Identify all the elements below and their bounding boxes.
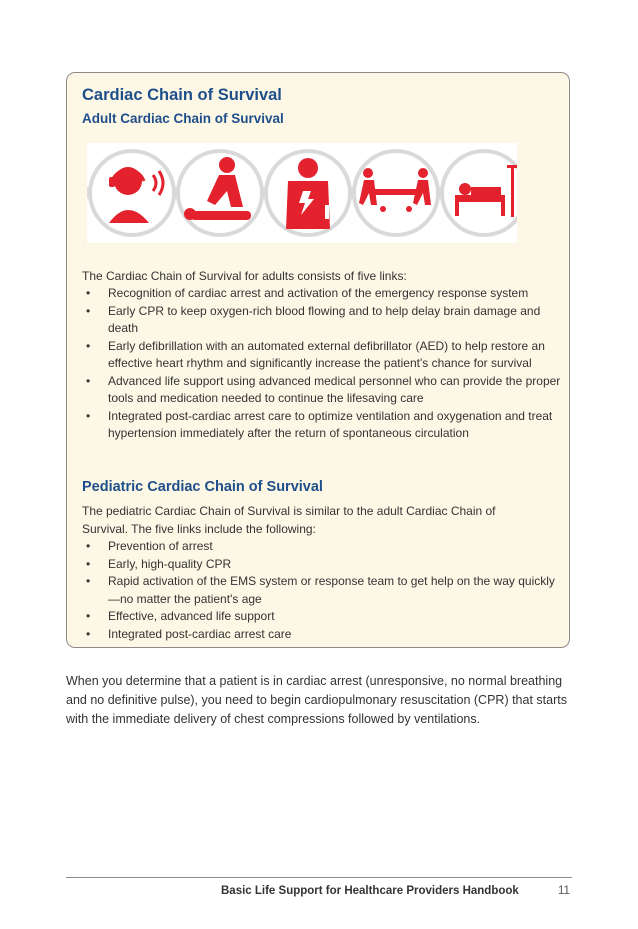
adult-chain-list — [82, 285, 562, 443]
list-item: • Prevention of arrest — [86, 539, 213, 553]
pediatric-chain-heading: Pediatric Cardiac Chain of Survival — [82, 479, 323, 495]
list-item: • Rapid activation of the EMS system or response team to get help on the way quickly—no matter the patient's age — [86, 574, 555, 606]
pediatric-chain-intro: The pediatric Cardiac Chain of Survival is similar to the adult Cardiac Chain of Survival. The five links include the following: — [82, 504, 496, 536]
cpr-paragraph: When you determine that a patient is in cardiac arrest (unresponsive, no normal breathing and no definitive pulse), you need to begin cardiopulmonary resuscitation (CPR) that starts with the immediate delivery of chest compressions followed by ventilations. — [66, 674, 567, 726]
list-item: • Effective, advanced life support — [86, 609, 275, 623]
list-item: • Integrated post-cardiac arrest care to optimize ventilation and oxygenation and treat hypertension immediately after the return of spontaneous circulation — [86, 408, 553, 440]
list-item: • Integrated post-cardiac arrest care — [86, 626, 292, 641]
list-item: • Advanced life support using advanced medical personnel who can provide the proper tools and medication needed to continue the lifesaving care — [86, 373, 561, 405]
footer-divider — [66, 877, 572, 878]
chain-of-survival-graphic — [87, 143, 517, 243]
headset-dispatcher-icon — [88, 149, 176, 237]
list-item: • Early CPR to keep oxygen-rich blood flowing and to help delay brain damage and death — [86, 303, 541, 335]
chain-of-survival-box — [66, 72, 570, 648]
adult-chain-heading: Adult Cardiac Chain of Survival — [82, 111, 284, 126]
adult-chain-intro: The Cardiac Chain of Survival for adults consists of five links: — [82, 269, 407, 283]
aed-defibrillator-icon — [264, 149, 352, 237]
box-title: Cardiac Chain of Survival — [82, 86, 282, 104]
list-item: • Early, high-quality CPR — [86, 556, 232, 571]
cpr-compressions-icon — [176, 149, 264, 237]
page-number: 11 — [558, 885, 570, 897]
list-item: • Early defibrillation with an automated external defibrillator (AED) to help restore an effective heart rhythm and significantly increase the patient's chance for survival — [86, 338, 545, 370]
ems-stretcher-icon — [352, 149, 440, 237]
pediatric-chain-list — [82, 538, 562, 643]
list-item: • Recognition of cardiac arrest and activation of the emergency response system — [86, 286, 529, 300]
footer-handbook-title: Basic Life Support for Healthcare Providers Handbook — [221, 885, 519, 897]
